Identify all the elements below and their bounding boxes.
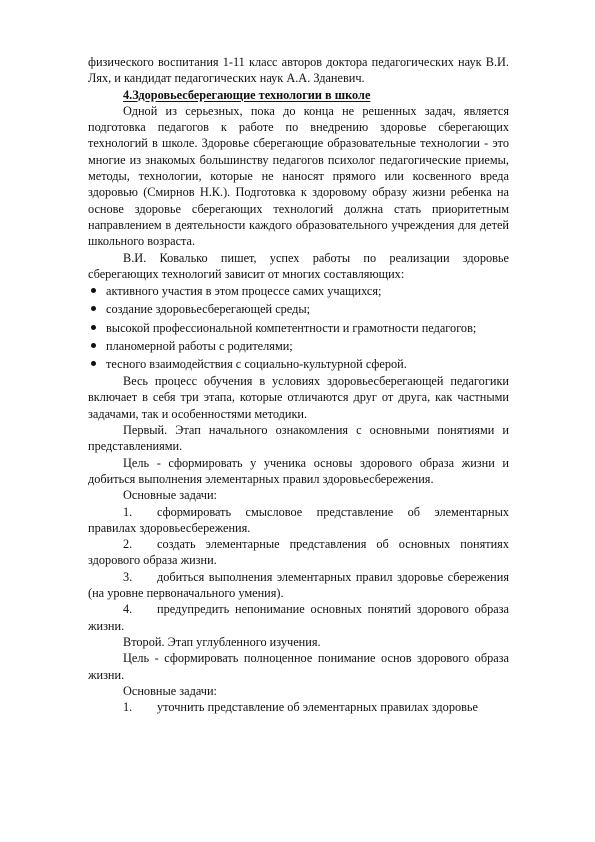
item-text: создать элементарные представления об основных понятиях здорового образа жизни. <box>88 537 509 568</box>
paragraph-main-tasks-1: Основные задачи: <box>123 488 217 503</box>
numbered-item <box>88 601 509 634</box>
bullet-icon <box>91 306 96 311</box>
numbered-list-1 <box>88 504 509 634</box>
section-heading: 4.Здоровьесберегающие технологии в школе <box>123 87 371 102</box>
item-text: добиться выполнения элементарных правил здоровье сбережения (на уровне первоначального умения). <box>88 569 509 601</box>
paragraph-stage-two-goal: Цель - сформировать полноценное понимание основ здорового образа жизни. <box>88 651 509 682</box>
numbered-list-2 <box>88 699 509 715</box>
item-number: 1. <box>123 700 133 715</box>
bullet-icon <box>91 361 96 366</box>
list-item <box>88 319 509 337</box>
intro-paragraph: физического воспитания 1-11 класс авторов доктора педагогических наук В.И. Лях, и кандидат педагогических наук А.А. Зданевич. <box>88 55 509 86</box>
list-item <box>88 300 509 318</box>
item-number: 3. <box>123 569 133 584</box>
bullet-icon <box>91 325 96 330</box>
list-item <box>88 355 509 373</box>
list-item <box>88 337 509 355</box>
item-text: сформировать смысловое представление об элементарных правилах здоровьесбережения. <box>88 504 509 535</box>
document-page <box>88 54 509 715</box>
numbered-item <box>88 504 509 537</box>
numbered-item <box>88 569 509 602</box>
paragraph-stages: Весь процесс обучения в условиях здоровьесберегающей педагогики включает в себя три этапа, которые отличаются друг от друга, как частными задачами, так и особенностями методики. <box>88 374 509 421</box>
paragraph-kovalko: В.И. Ковалько пишет, успех работы по реализации здоровье сберегающих технологий зависит от многих составляющих: <box>88 250 509 281</box>
list-item-text: создание здоровьесберегающей среды; <box>106 302 311 317</box>
item-number: 4. <box>123 602 133 617</box>
paragraph-stage-one-goal: Цель - сформировать у ученика основы здорового образа жизни и добиться выполнения элементарных правил здоровьесбережения. <box>88 455 509 486</box>
paragraph-tasks-intro: Одной из серьезных, пока до конца не решенных задач, является подготовка педагогов к работе по внедрению здоровье сберегающих технологий в школе. Здоровье сберегающие образовательные технологии - это многие из знакомых большинству педагогов психолог педагогические приемы, методы, технологии, которые не наносят прямого или косвенного вреда здоровью (Смирнов Н.К.). Подготовка к здоровому образу жизни ребенка на основе здоровье сберегающих технологий должна стать приоритетным направлением в деятельности каждого образовательного учреждения для детей школьного возраста. <box>88 103 509 249</box>
numbered-item <box>88 536 509 569</box>
list-item-text: планомерной работы с родителями; <box>106 338 293 353</box>
paragraph-main-tasks-2: Основные задачи: <box>123 683 217 698</box>
list-item <box>88 282 509 300</box>
bullet-icon <box>91 343 96 348</box>
numbered-item <box>88 699 509 715</box>
item-text: уточнить представление об элементарных правилах здоровье <box>157 700 478 715</box>
item-number: 2. <box>123 537 133 552</box>
list-item-text: высокой профессиональной компетентности и грамотности педагогов; <box>106 320 477 335</box>
list-item-text: тесного взаимодействия с социально-культурной сферой. <box>106 356 407 371</box>
item-number: 1. <box>123 504 133 519</box>
list-item-text: активного участия в этом процессе самих учащихся; <box>106 284 382 299</box>
bullet-list <box>88 282 509 373</box>
item-text: предупредить непонимание основных понятий здорового образа жизни. <box>88 602 509 633</box>
paragraph-stage-one: Первый. Этап начального ознакомления с основными понятиями и представлениями. <box>88 423 509 454</box>
paragraph-stage-two: Второй. Этап углубленного изучения. <box>123 634 321 649</box>
bullet-icon <box>91 288 96 293</box>
